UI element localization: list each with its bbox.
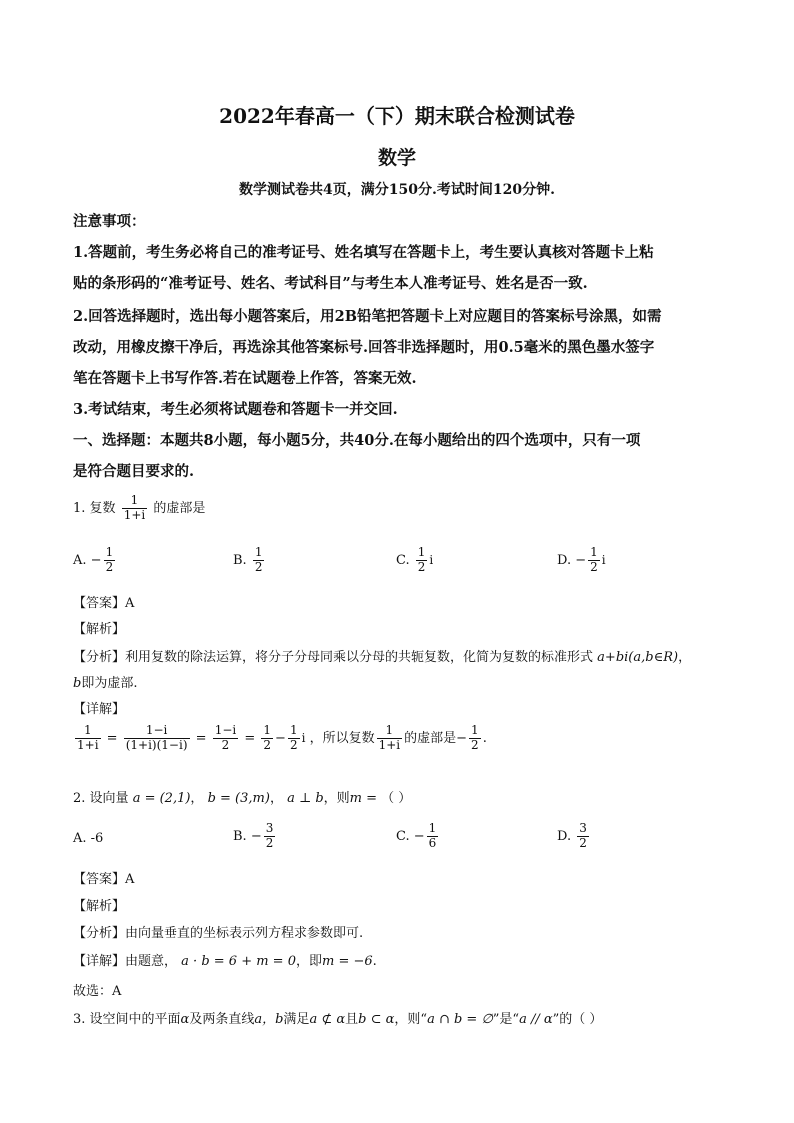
- q2-option-b-frac: [264, 822, 276, 851]
- q2-perp: a ⊥ b: [287, 791, 324, 806]
- q1-d-f3-num: 1−i: [214, 723, 237, 737]
- q1-d-f2-den: (1+i)(1−i): [125, 737, 188, 752]
- q2-option-b-label: B.: [233, 828, 247, 844]
- q1-detail-frac-4: [261, 724, 273, 753]
- q3-text-f: ”的（ ）: [552, 1012, 603, 1027]
- q1-detail-tag: 【详解】: [73, 702, 126, 717]
- q2-option-d-frac: [577, 822, 589, 851]
- q1-detail-frac-5: [288, 724, 300, 753]
- page-title: 2022年春高一（下）期末联合检测试卷: [219, 104, 575, 128]
- q1-frac-den: 1+i: [123, 507, 146, 522]
- q1-option-a: [73, 546, 117, 575]
- q1-option-c-num: 1: [417, 545, 426, 559]
- q1-fraction: [122, 494, 148, 523]
- exam-meta: 数学测试卷共4页，满分150分.考试时间120分钟.: [239, 182, 555, 198]
- q1-option-d: [557, 546, 606, 575]
- q1-suffix: 的虚部是: [153, 500, 206, 516]
- q1-d-i: i: [301, 730, 306, 745]
- q1-d-eq-3: =: [244, 730, 256, 746]
- q1-option-c-i: i: [429, 552, 434, 567]
- q2-option-c-frac: [427, 822, 439, 851]
- q1-d-f3-den: 2: [213, 738, 239, 753]
- q2-suffix: ，则: [323, 791, 350, 806]
- q1-prefix: 1. 复数: [73, 500, 116, 516]
- q2-option-d-num: 3: [579, 821, 587, 835]
- q2-option-c: [396, 822, 440, 851]
- q2-option-d: [557, 822, 591, 851]
- q2-detail-tag: 【详解】: [73, 954, 126, 969]
- q3-alpha: α: [180, 1012, 190, 1027]
- q2-option-d-label: D.: [557, 828, 572, 844]
- q1-d-f2-num: 1−i: [145, 723, 168, 737]
- q2-detail: [73, 950, 377, 969]
- q3-text-d: ，则“: [394, 1012, 428, 1027]
- q1-analysis-line-2: [73, 672, 137, 691]
- q1-d-eq-1: =: [106, 730, 118, 746]
- q1-analysis-line-1: [73, 646, 691, 665]
- q1-detail-frac-1: [75, 724, 101, 753]
- q1-option-c-label: C.: [396, 552, 410, 568]
- q2-detail-text-a: 由题意，: [125, 954, 178, 969]
- q1-answer-tag: 【答案】: [73, 596, 126, 611]
- q2-option-b-den: 2: [265, 835, 274, 850]
- q1-d-minus-1: −: [275, 730, 286, 746]
- q2-b-vector: b = (3,m): [207, 791, 270, 806]
- q1-d-f5-den: 2: [289, 737, 298, 752]
- q1-option-a-den: 2: [105, 559, 114, 574]
- q1-d-f1-den: 1+i: [77, 737, 99, 752]
- section-1-line-1: 一、选择题：本题共8小题，每小题5分，共40分.在每小题给出的四个选项中，只有一项: [73, 432, 641, 449]
- q2-a-vector: a = (2,1): [132, 791, 191, 806]
- q3-text-a: 3. 设空间中的平面: [73, 1012, 181, 1027]
- q2-detail-text-b: ，即: [295, 954, 322, 969]
- q1-d-f6-den: 1+i: [378, 737, 401, 752]
- q3-cond-4: a // α: [519, 1012, 553, 1027]
- q2-paren: = （ ）: [366, 791, 412, 806]
- q2-analysis: [73, 922, 363, 941]
- q1-option-b-den: 2: [254, 559, 263, 574]
- question-2: [73, 787, 411, 806]
- q3-text-e: ”是“: [492, 1012, 520, 1027]
- question-3: [73, 1008, 602, 1027]
- q1-analysis-b: b: [73, 676, 82, 691]
- q2-detail-result: m = −6: [322, 954, 373, 969]
- q1-option-d-num: 1: [590, 545, 598, 559]
- q1-d-f7-num: 1: [471, 723, 479, 737]
- q1-option-c-frac: [416, 546, 428, 575]
- q2-option-c-num: 1: [428, 821, 437, 835]
- q1-option-a-sign: −: [90, 552, 102, 568]
- q1-option-d-label: D.: [557, 552, 572, 568]
- q1-option-d-sign: −: [575, 552, 587, 568]
- q2-jiexi: 【解析】: [73, 899, 126, 914]
- q1-d-eq-2: =: [195, 730, 207, 746]
- q2-analysis-text: 由向量垂直的坐标表示列方程求参数即可.: [125, 926, 364, 941]
- q2-conclusion: 故选：A: [73, 984, 122, 999]
- q1-option-b: [233, 546, 266, 575]
- q1-option-b-num: 1: [254, 545, 263, 559]
- q3-lines: a，b: [254, 1012, 284, 1027]
- q2-prefix: 2. 设向量: [73, 791, 129, 806]
- q1-option-a-label: A.: [73, 552, 87, 568]
- q3-qie: 且: [345, 1012, 359, 1027]
- q2-answer: [73, 868, 134, 887]
- q2-option-a: A. -6: [73, 831, 104, 846]
- q1-d-text2: 的虚部是: [404, 730, 457, 746]
- question-1: [73, 494, 205, 523]
- q1-d-f5-num: 1: [289, 723, 298, 737]
- q1-jiexi: 【解析】: [73, 622, 126, 637]
- q1-option-a-num: 1: [105, 545, 114, 559]
- q1-option-c-den: 2: [417, 559, 426, 574]
- q1-frac-num: 1: [130, 493, 139, 507]
- q1-d-text: ，所以复数: [309, 730, 375, 746]
- q2-m: m: [349, 791, 362, 806]
- note-1-line-2: 贴的条形码的“准考证号、姓名、考试科目”与考生本人准考证号、姓名是否一致.: [73, 275, 588, 292]
- q1-d-f6-num: 1: [385, 723, 394, 737]
- q3-cond-2: b ⊂ α: [358, 1012, 395, 1027]
- q2-option-c-sign: −: [413, 828, 425, 844]
- q1-d-f7-den: 2: [471, 737, 479, 752]
- q1-d-minus-2: −: [456, 730, 468, 746]
- q2-detail-end: .: [372, 954, 377, 969]
- note-2-line-1: 2.回答选择题时，选出每小题答案后，用2B铅笔把答题卡上对应题目的答案标号涂黑，如需: [73, 308, 662, 325]
- q2-answer-tag: 【答案】: [73, 872, 126, 887]
- q1-analysis-tail: 即为虚部.: [81, 676, 138, 691]
- q2-comma-1: ，: [190, 791, 204, 806]
- q2-comma-2: ，: [269, 791, 283, 806]
- q3-cond-1: a ⊄ α: [309, 1012, 346, 1027]
- q1-option-b-label: B.: [233, 552, 247, 568]
- q1-detail-frac-2: [124, 724, 190, 753]
- q1-d-f4-num: 1: [263, 723, 272, 737]
- q2-detail-expr: a · b = 6 + m = 0: [181, 954, 296, 969]
- q1-option-d-i: i: [601, 552, 606, 567]
- q1-option-b-frac: [253, 546, 265, 575]
- q1-detail-equation: [73, 724, 487, 753]
- q2-option-d-den: 2: [579, 835, 587, 850]
- q1-answer-value: A: [125, 596, 135, 611]
- q3-text-c: 满足: [283, 1012, 310, 1027]
- note-2-line-3: 笔在答题卡上书写作答.若在试题卷上作答，答案无效.: [73, 370, 417, 387]
- q2-option-b: [233, 822, 277, 851]
- q2-analysis-tag: 【分析】: [73, 926, 126, 941]
- q2-option-b-num: 3: [265, 821, 274, 835]
- q3-cond-3: a ∩ b = ∅: [427, 1012, 493, 1027]
- q2-answer-value: A: [125, 872, 135, 887]
- q1-option-a-frac: [104, 546, 116, 575]
- q1-option-d-frac: [588, 546, 600, 575]
- note-3: 3.考试结束，考生必须将试题卷和答题卡一并交回.: [73, 401, 398, 418]
- q1-analysis-tag: 【分析】: [73, 650, 126, 665]
- q1-option-d-den: 2: [590, 559, 598, 574]
- q1-detail-frac-6: [377, 724, 403, 753]
- q3-text-b: 及两条直线: [189, 1012, 255, 1027]
- q1-answer: [73, 592, 134, 611]
- q1-d-f4-den: 2: [263, 737, 272, 752]
- q2-option-c-den: 6: [428, 835, 437, 850]
- q1-detail-frac-3: [213, 724, 239, 753]
- q2-option-c-label: C.: [396, 828, 410, 844]
- q2-option-b-sign: −: [250, 828, 262, 844]
- notes-heading: 注意事项：: [73, 213, 146, 230]
- section-1-line-2: 是符合题目要求的.: [73, 463, 195, 480]
- note-1-line-1: 1.答题前，考生务必将自己的准考证号、姓名填写在答题卡上，考生要认真核对答题卡上粘: [73, 244, 654, 261]
- q1-analysis-comma: ，: [678, 650, 692, 665]
- q1-option-c: [396, 546, 433, 575]
- q1-analysis-text: 利用复数的除法运算，将分子分母同乘以分母的共轭复数，化简为复数的标准形式: [125, 650, 594, 665]
- q1-d-f1-num: 1: [83, 723, 92, 737]
- q1-analysis-form: a+bi(a,b∈R): [597, 650, 679, 665]
- subject-heading: 数学: [377, 147, 416, 169]
- q1-detail-frac-7: [469, 724, 481, 753]
- note-2-line-2: 改动，用橡皮擦干净后，再选涂其他答案标号.回答非选择题时，用0.5毫米的黑色墨水签字: [73, 339, 655, 356]
- q1-d-end: .: [482, 730, 487, 746]
